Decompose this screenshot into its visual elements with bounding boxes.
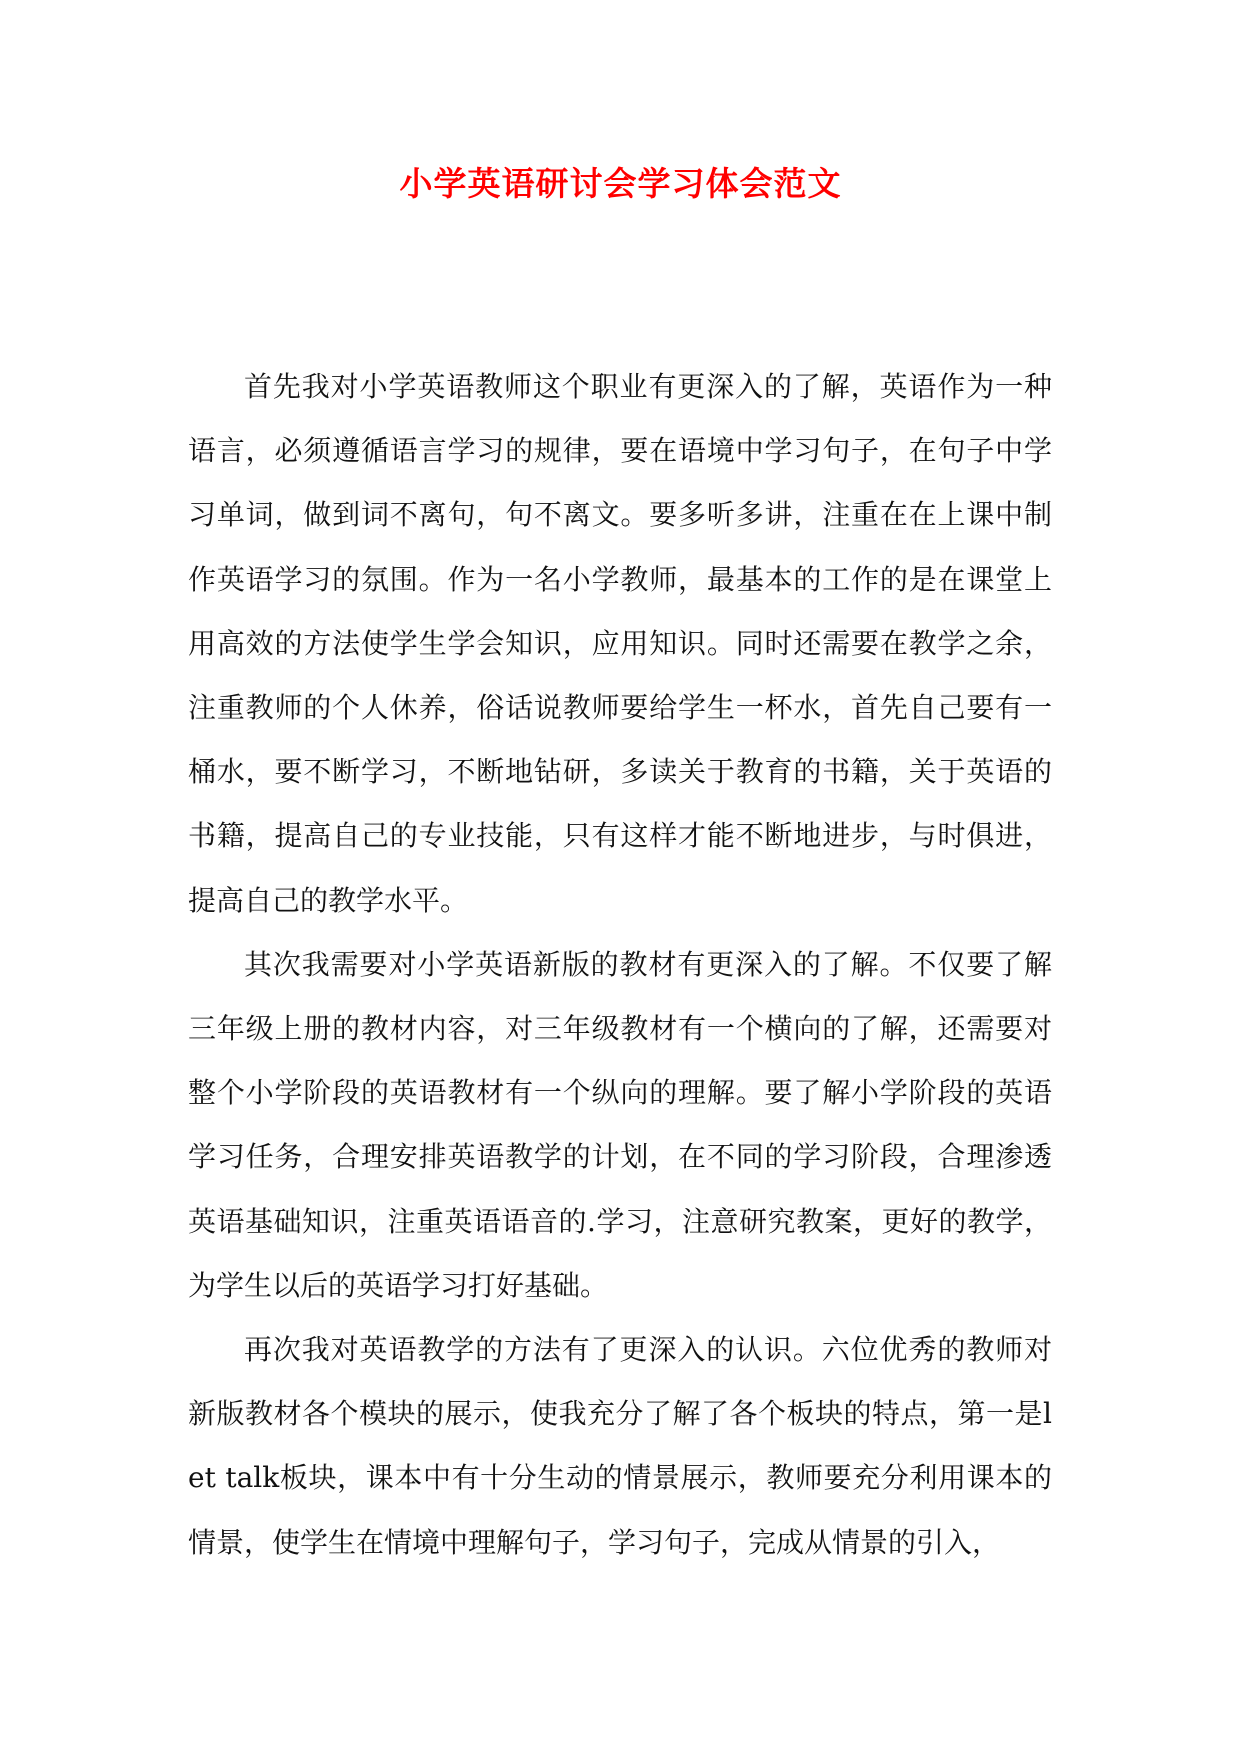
paragraph-3: 再次我对英语教学的方法有了更深入的认识。六位优秀的教师对新版教材各个模块的展示，使我充分了解了各个板块的特点，第一是let talk板块，课本中有十分生动的情景展示，教师要充分利用课本的情景，使学生在情境中理解句子，学习句子，完成从情景的引入，: [188, 1333, 1052, 1559]
paragraph-1: 首先我对小学英语教师这个职业有更深入的了解，英语作为一种语言，必须遵循语言学习的规律，要在语境中学习句子，在句子中学习单词，做到词不离句，句不离文。要多听多讲，注重在在上课中制作英语学习的氛围。作为一名小学教师，最基本的工作的是在课堂上用高效的方法使学生学会知识，应用知识。同时还需要在教学之余，注重教师的个人休养，俗话说教师要给学生一杯水，首先自己要有一桶水，要不断学习，不断地钻研，多读关于教育的书籍，关于英语的书籍，提高自己的专业技能，只有这样才能不断地进步，与时俱进，提高自己的教学水平。: [188, 370, 1052, 917]
document-title: 小学英语研讨会学习体会范文: [399, 164, 842, 203]
paragraph-2: 其次我需要对小学英语新版的教材有更深入的了解。不仅要了解三年级上册的教材内容，对三年级教材有一个横向的了解，还需要对整个小学阶段的英语教材有一个纵向的理解。要了解小学阶段的英语学习任务，合理安排英语教学的计划，在不同的学习阶段，合理渗透英语基础知识，注重英语语音的.学习，注意研究教案，更好的教学，为学生以后的英语学习打好基础。: [188, 947, 1052, 1302]
document-body: [188, 355, 1052, 1575]
